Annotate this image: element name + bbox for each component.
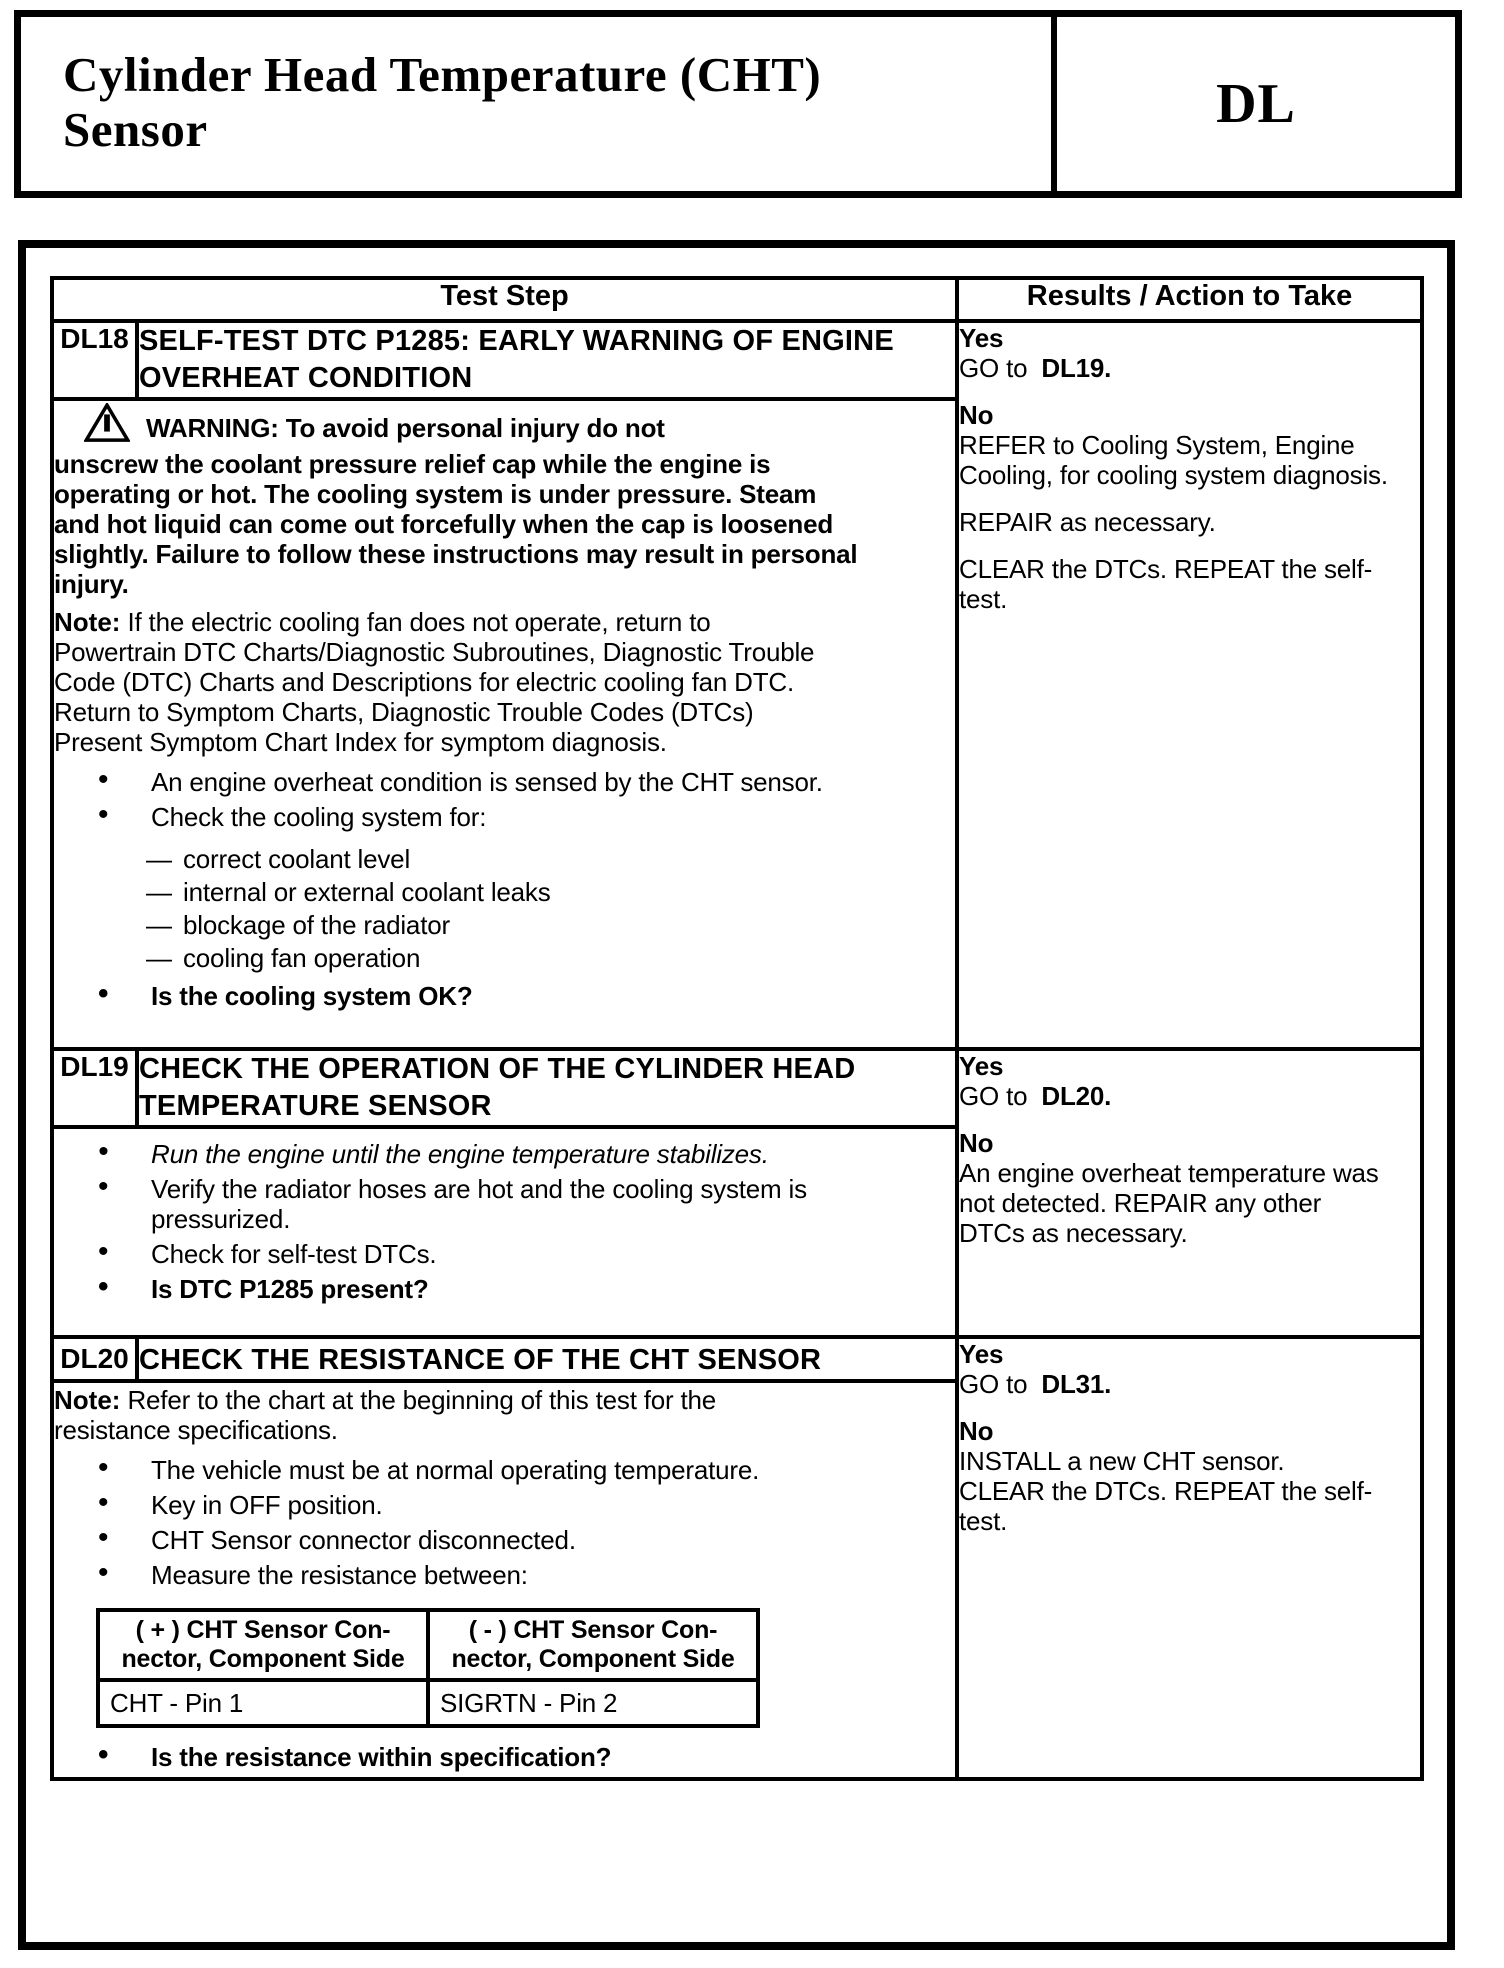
test-step-table [50,276,1424,1781]
note-paragraph [54,607,834,757]
goto-target: DL19. [1041,353,1112,383]
table-row [52,1337,1422,1381]
results-cell-dl19 [957,1049,1422,1337]
pin-table [96,1608,760,1728]
pin-table-header-negative: ( - ) CHT Sensor Con-nector, Component Side [428,1610,758,1680]
test-title-dl20: CHECK THE RESISTANCE OF THE CHT SENSOR [137,1337,957,1381]
column-header-test-step: Test Step [52,278,957,321]
document-header [14,10,1462,198]
bullet-item: • Run the engine until the engine temperature stabilizes. [54,1139,881,1169]
bullet-item: • Key in OFF position. [54,1490,881,1520]
yes-label: Yes [959,1339,1004,1369]
test-body-dl18 [52,399,957,1049]
results-cell-dl20 [957,1337,1422,1779]
action-paragraph: CLEAR the DTCs. REPEAT the self-test. [959,554,1373,614]
test-id-dl18: DL18 [52,321,137,399]
bullet-item: • An engine overheat condition is sensed by the CHT sensor. [54,767,881,797]
pin-table-data-row [98,1680,758,1726]
bullet-item: • Verify the radiator hoses are hot and the cooling system is pressurized. [54,1174,881,1234]
test-id-dl19: DL19 [52,1049,137,1127]
goto-target: DL20. [1041,1081,1112,1111]
goto-line [959,1369,1389,1399]
note-text: Refer to the chart at the beginning of this test for the resistance specifications. [54,1385,717,1445]
section-code: DL [1216,73,1296,135]
bullet-list [54,767,955,832]
bullet-list [54,1455,955,1590]
no-label: No [959,400,994,430]
action-paragraph: REPAIR as necessary. [959,507,1216,537]
bullet-item: • Check the cooling system for: [54,802,881,832]
warning-first-line [54,403,864,449]
warning-text-rest: unscrew the coolant pressure relief cap while the engine is operating or hot. The cooling system is under pressure. Steam and hot liquid can come out forcefully when the cap is loosened slightly. Failure to follow these instructions may result in personal injury. [54,449,858,599]
dash-item: — cooling fan operation [54,943,955,973]
warning-text-intro: WARNING: To avoid personal injury do not [146,413,665,443]
note-label: Note: [54,607,121,637]
table-row [52,1049,1422,1127]
yes-label: Yes [959,1051,1004,1081]
bullet-item: • Check for self-test DTCs. [54,1239,881,1269]
test-body-dl20 [52,1381,957,1779]
pin-cell-negative: SIGRTN - Pin 2 [428,1680,758,1726]
results-content [959,323,1420,614]
results-content [959,1051,1420,1248]
bullet-item: • The vehicle must be at normal operating temperature. [54,1455,881,1485]
warning-block [54,403,864,599]
action-paragraph: REFER to Cooling System, Engine Cooling, for cooling system diagnosis. [959,430,1388,490]
question-list [54,1742,955,1772]
action-paragraph: CLEAR the DTCs. REPEAT the self-test. [959,1476,1373,1536]
pin-cell-positive: CHT - Pin 1 [98,1680,428,1726]
header-title-cell [21,17,1051,191]
question-item: • Is the resistance within specification? [54,1742,881,1772]
no-label: No [959,1128,994,1158]
goto-prefix: GO to [959,1081,1028,1111]
bullet-list [54,1139,955,1304]
test-id-dl20: DL20 [52,1337,137,1381]
column-header-results: Results / Action to Take [957,278,1422,321]
test-body-dl19 [52,1127,957,1337]
results-cell-dl18 [957,321,1422,1049]
table-row [52,321,1422,399]
action-paragraph: INSTALL a new CHT sensor. [959,1446,1285,1476]
goto-target: DL31. [1041,1369,1112,1399]
pin-table-header-positive: ( + ) CHT Sensor Con-nector, Component Side [98,1610,428,1680]
pinpoint-test-box [18,240,1455,1950]
question-list [54,981,955,1011]
note-text: If the electric cooling fan does not operate, return to Powertrain DTC Charts/Diagnostic Subroutines, Diagnostic Trouble Code (DTC) Charts and Descriptions for electric cooling fan DTC. Return to Symptom Charts, Diagnostic Trouble Codes (DTCs) Present Symptom Chart Index for symptom diagnosis. [54,607,815,757]
page-title: Cylinder Head Temperature (CHT) Sensor [63,47,822,158]
goto-line [959,353,1389,383]
goto-line [959,1081,1389,1111]
question-item: • Is the cooling system OK? [54,981,881,1011]
note-label: Note: [54,1385,121,1415]
dash-list [54,844,955,973]
bullet-item: • CHT Sensor connector disconnected. [54,1525,881,1555]
table-header-row [52,278,1422,321]
header-code-cell [1051,17,1455,191]
dash-item: — correct coolant level [54,844,955,874]
dash-item: — blockage of the radiator [54,910,955,940]
action-paragraph: An engine overheat temperature was not detected. REPAIR any other DTCs as necessary. [959,1158,1379,1248]
note-paragraph [54,1385,834,1445]
results-content [959,1339,1420,1536]
test-title-dl18: SELF-TEST DTC P1285: EARLY WARNING OF ENGINE OVERHEAT CONDITION [137,321,957,399]
bullet-item: • Measure the resistance between: [54,1560,881,1590]
no-label: No [959,1416,994,1446]
goto-prefix: GO to [959,353,1028,383]
pin-table-header-row [98,1610,758,1680]
warning-triangle-icon [84,403,130,449]
test-title-dl19: CHECK THE OPERATION OF THE CYLINDER HEAD TEMPERATURE SENSOR [137,1049,957,1127]
yes-label: Yes [959,323,1004,353]
dash-item: — internal or external coolant leaks [54,877,955,907]
question-item: • Is DTC P1285 present? [54,1274,881,1304]
goto-prefix: GO to [959,1369,1028,1399]
